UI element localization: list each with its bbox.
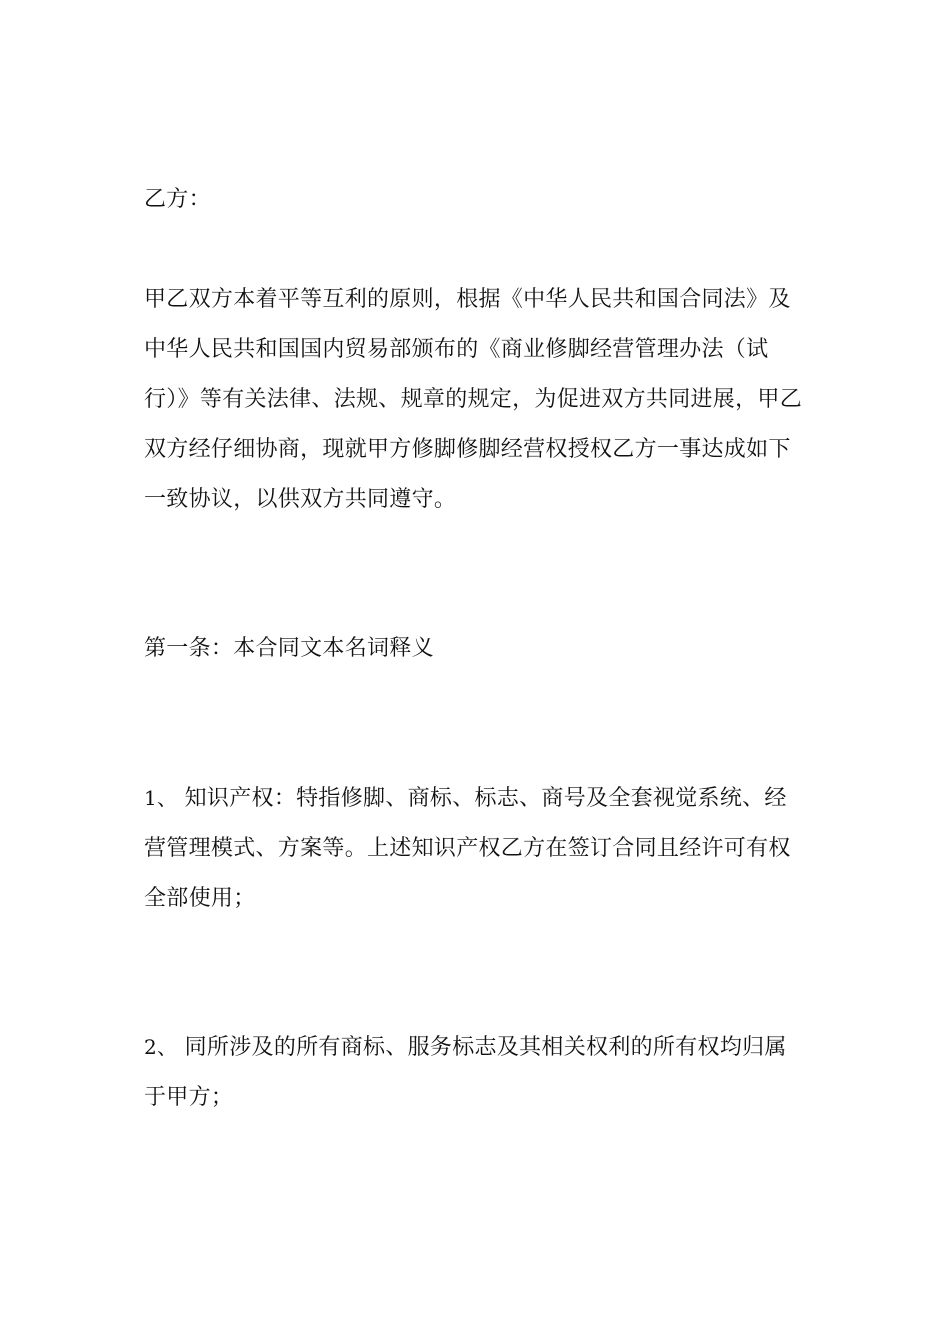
item-2-line: 于甲方； <box>144 1085 234 1110</box>
article-1-heading-text: 第一条：本合同文本名词释义 <box>144 636 434 661</box>
item-2-paragraph <box>144 1022 810 1123</box>
preamble-line: 甲乙双方本着平等互利的原则，根据《中华人民共和国合同法》及 <box>144 287 791 312</box>
item-1-number: 1、 <box>144 786 178 810</box>
preamble-paragraph <box>144 275 810 525</box>
item-1-line: 全部使用； <box>144 886 256 911</box>
item-2-number: 2、 <box>144 1035 178 1059</box>
item-2-line: 同所涉及的所有商标、服务标志及其相关权利的所有权均归属 <box>177 1035 787 1060</box>
item-1-line: 营管理模式、方案等。上述知识产权乙方在签订合同且经许可有权 <box>144 836 791 861</box>
preamble-line: 双方经仔细协商，现就甲方修脚修脚经营权授权乙方一事达成如下 <box>144 437 791 462</box>
item-2-first-line <box>144 1022 810 1073</box>
preamble-line: 中华人民共和国国内贸易部颁布的《商业修脚经营管理办法（试 <box>144 337 769 362</box>
item-1-line: 知识产权：特指修脚、商标、标志、商号及全套视觉系统、经 <box>177 786 787 811</box>
party-b-text: 乙方： <box>144 187 211 212</box>
preamble-line: 一致协议，以供双方共同遵守。 <box>144 487 457 512</box>
article-1-heading <box>144 624 810 674</box>
item-1-paragraph <box>144 773 810 924</box>
item-1-first-line <box>144 773 810 824</box>
preamble-line: 行）》等有关法律、法规、规章的规定，为促进双方共同进展，甲乙 <box>144 387 803 412</box>
party-b-label <box>144 175 810 225</box>
